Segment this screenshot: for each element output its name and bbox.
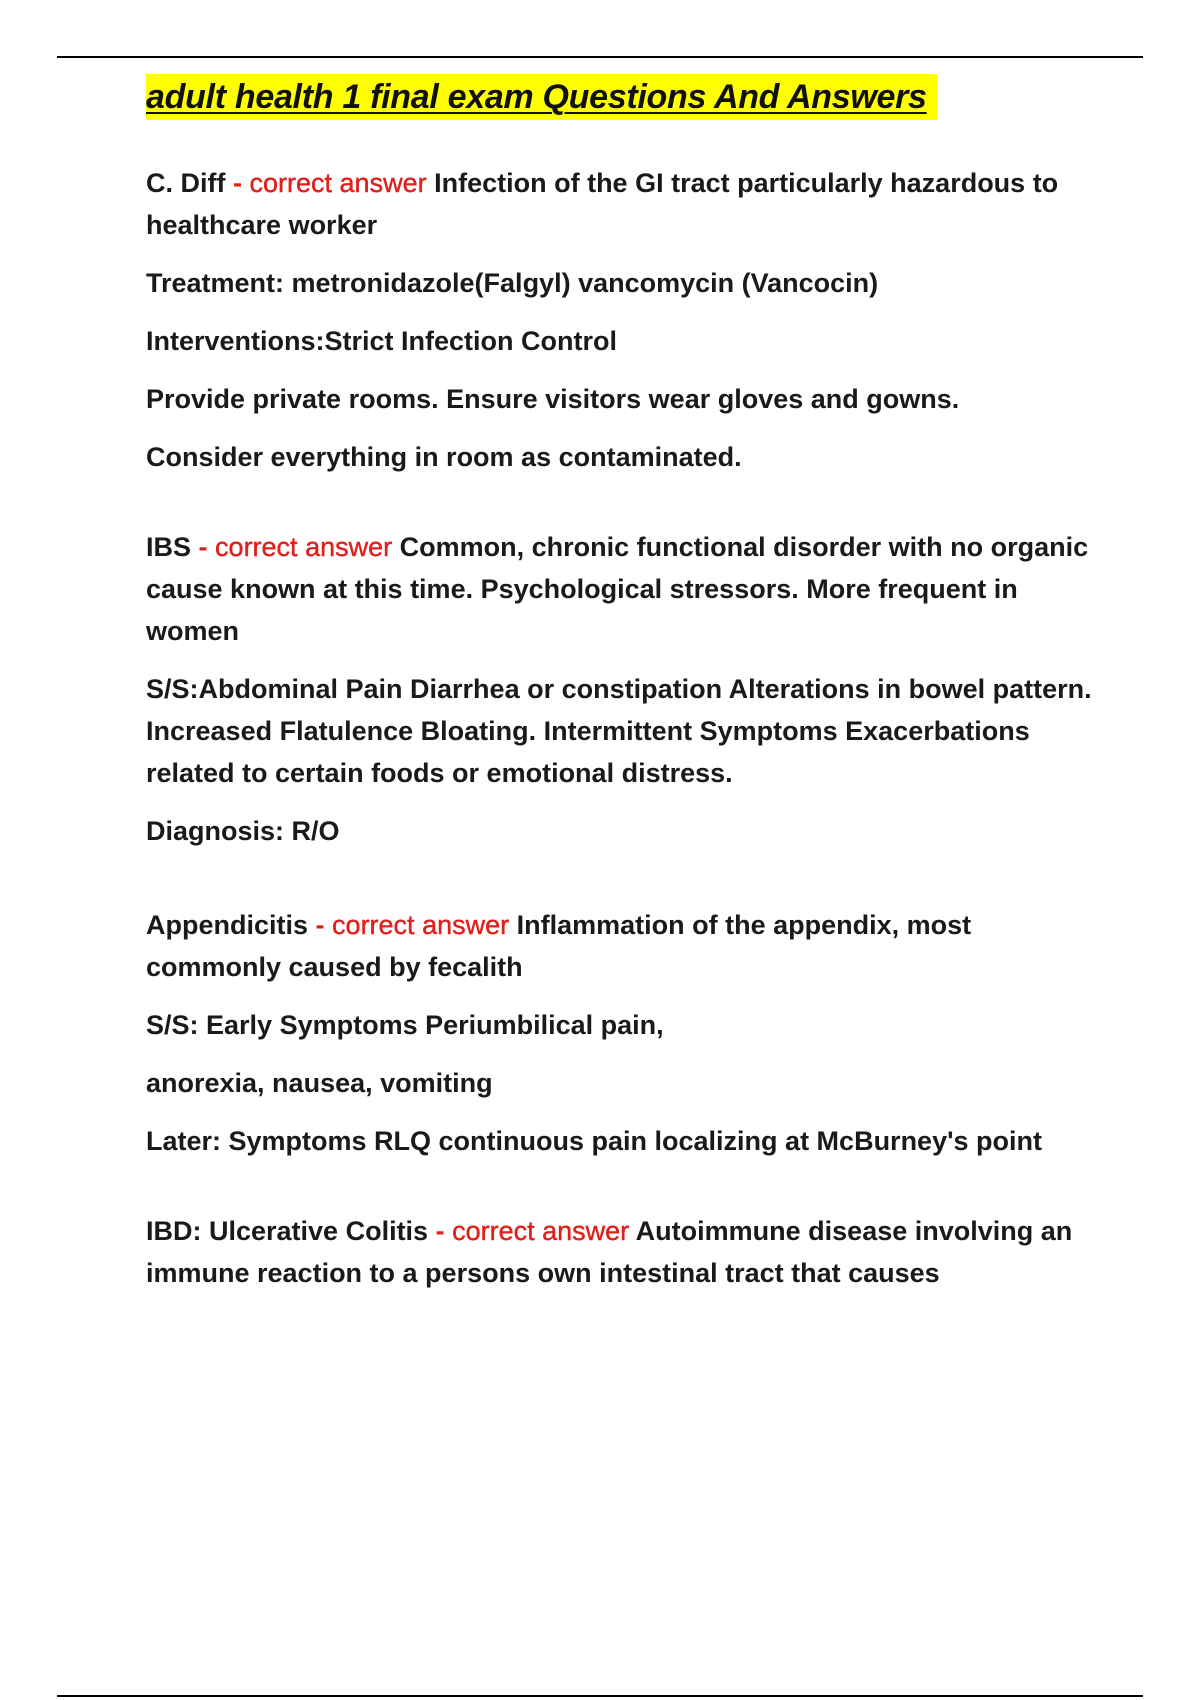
answer-text: Infection of the GI tract particularly hazardous to healthcare worker [146, 168, 1059, 240]
detail-line: Provide private rooms. Ensure visitors wear gloves and gowns. [146, 384, 960, 414]
dash: - [233, 168, 242, 198]
correct-answer-label: correct answer [215, 532, 393, 562]
term: IBD: Ulcerative Colitis [146, 1216, 429, 1246]
term: IBS [146, 532, 192, 562]
qa-entry-appendicitis [146, 904, 1106, 1162]
correct-answer-label: correct answer [249, 168, 427, 198]
dash: - [315, 910, 325, 940]
qa-entry-c-diff [146, 162, 1106, 478]
detail-line: S/S: Early Symptoms Periumbilical pain, [146, 1010, 664, 1040]
detail-line: anorexia, nausea, vomiting [146, 1068, 493, 1098]
detail-line: Later: Symptoms RLQ continuous pain localizing at McBurney's point [146, 1126, 1042, 1156]
answer-text: Autoimmune disease involving an immune reaction to a persons own intestinal tract that causes [146, 1216, 1073, 1288]
bottom-rule [57, 1695, 1143, 1697]
dash: - [435, 1216, 445, 1246]
document-body [146, 74, 1106, 1310]
detail-line: Interventions:Strict Infection Control [146, 326, 618, 356]
document-title: adult health 1 final exam Questions And Answers [146, 74, 937, 120]
detail-line: Consider everything in room as contaminated. [146, 442, 742, 472]
term: C. Diff [146, 168, 226, 198]
detail-line: Diagnosis: R/O [146, 816, 340, 846]
answer-text: Inflammation of the appendix, most commonly caused by fecalith [146, 910, 972, 982]
detail-line: Treatment: metronidazole(Falgyl) vancomycin (Vancocin) [146, 268, 879, 298]
top-rule [57, 56, 1143, 58]
question-line [146, 1210, 1106, 1294]
detail-line: S/S:Abdominal Pain Diarrhea or constipation Alterations in bowel pattern. Increased Flatulence Bloating. Intermittent Symptoms Exacerbations related to certain foods or emotional distress. [146, 674, 1092, 788]
term: Appendicitis [146, 910, 309, 940]
qa-entry-ibs [146, 526, 1106, 852]
correct-answer-label: correct answer [452, 1216, 630, 1246]
qa-entry-ulcerative-colitis [146, 1210, 1106, 1294]
question-line [146, 162, 1106, 246]
answer-text: Common, chronic functional disorder with no organic cause known at this time. Psychological stressors. More frequent in women [146, 532, 1089, 646]
question-line [146, 526, 1106, 652]
dash: - [198, 532, 208, 562]
correct-answer-label: correct answer [332, 910, 510, 940]
question-line [146, 904, 1106, 988]
